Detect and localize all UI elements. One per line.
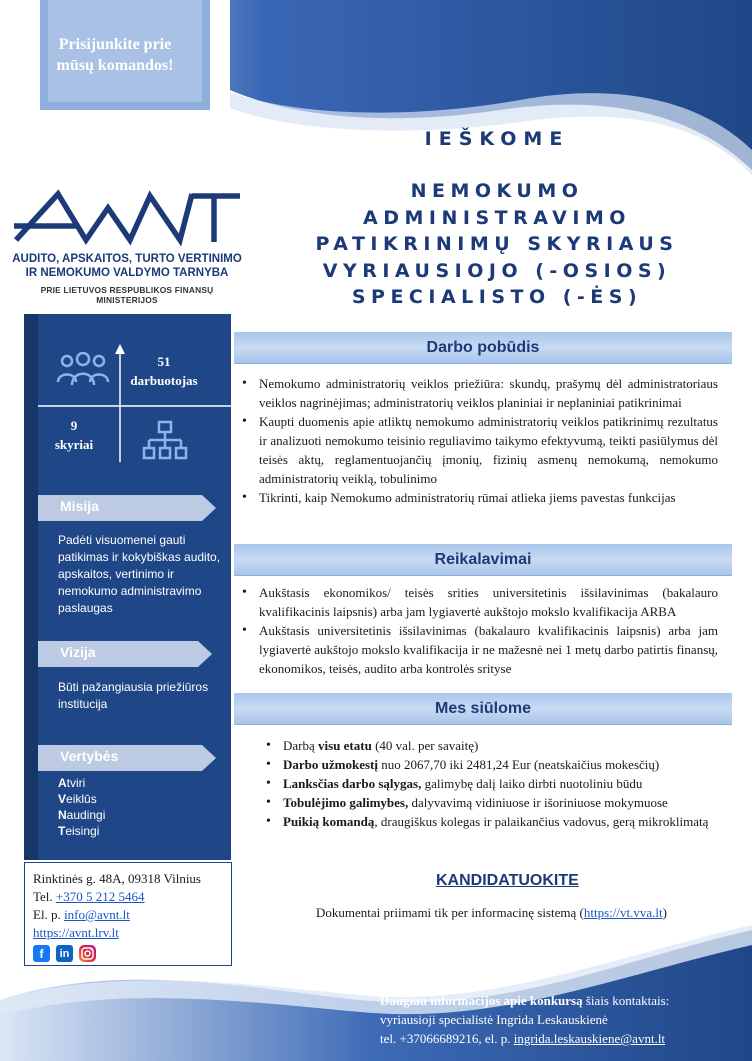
value-rest: eisingi <box>65 824 100 838</box>
employees-label: darbuotojas <box>130 373 198 388</box>
footer-line-3 <box>380 1029 740 1048</box>
footer-line-1 <box>380 991 740 1010</box>
requirements-list <box>238 583 718 678</box>
contact-phone-row <box>33 888 231 906</box>
vision-text: Būti pažangiausia priežiūros institucija <box>58 680 209 711</box>
contact-box <box>24 862 232 966</box>
logo-name-line-2: IR NEMOKUMO VALDYMO TARNYBA <box>25 267 229 279</box>
contact-email-row <box>33 906 231 924</box>
sidebar-edge <box>24 314 38 860</box>
footer-bold: Daugiau informacijos apie konkursą <box>380 993 583 1008</box>
mission-tab <box>38 495 216 521</box>
value-initial: A <box>58 776 67 790</box>
join-line-1: Prisijunkite prie <box>58 36 172 53</box>
values-list <box>58 775 228 839</box>
footer-line-2: vyriausioji specialistė Ingrida Leskauskienė <box>380 1012 608 1027</box>
offer-item <box>262 812 712 831</box>
value-initial: V <box>58 792 67 806</box>
footer-email-link[interactable]: ingrida.leskauskiene@avnt.lt <box>513 1031 666 1046</box>
offer-bold: visu etatu <box>318 738 372 753</box>
footer-text: šiais kontaktais: <box>582 993 670 1008</box>
offer-list <box>262 736 712 831</box>
vision-title: Vizija <box>60 644 96 660</box>
value-initial: N <box>58 808 67 822</box>
value-rest: eiklūs <box>66 792 97 806</box>
join-team-banner <box>40 34 190 76</box>
employees-count: 51 <box>157 354 171 369</box>
vt-system-link[interactable]: https://vt.vva.lt <box>583 905 663 920</box>
offer-pre: Darbą <box>283 738 319 753</box>
job-title-heading <box>262 126 732 311</box>
value-item <box>58 775 228 791</box>
offer-bold: Tobulėjimo galimybes, <box>283 795 409 810</box>
offer-bold: Lanksčias darbo sąlygas, <box>283 776 422 791</box>
value-item <box>58 823 228 839</box>
email-link[interactable]: info@avnt.lt <box>64 907 130 922</box>
offer-item <box>262 774 712 793</box>
documents-note <box>316 905 667 921</box>
vision-tab <box>38 641 212 667</box>
logo-ministry: PRIE LIETUVOS RESPUBLIKOS FINANSŲ MINISTERIJOS <box>40 285 214 305</box>
values-tab <box>38 745 216 771</box>
offer-bold: Puikią komandą <box>283 814 375 829</box>
people-icon <box>56 352 110 388</box>
value-rest: tviri <box>66 776 86 790</box>
duty-item: • Kaupti duomenis apie atliktų nemokumo administratorių veiklos patikrinimų rezultatus ir analizuoti nemokumo teisinio reguliavimo taikymo efektyvumą, teikti pasiūlymus dėl teisės aktų, reglamentuojančių įmonių, fizinių asmenų nemokumą, nemokumo administratorių veiklą, tobulinimo <box>238 412 718 488</box>
duties-header: Darbo pobūdis <box>234 332 732 364</box>
linkedin-icon[interactable]: in <box>56 945 73 962</box>
instagram-icon[interactable] <box>79 945 96 962</box>
units-label: skyriai <box>54 437 94 452</box>
mission-text: Padėti visuomenei gauti patikimas ir kokybiškas audito, apskaitos, vertinimo ir nemokumo administravimo paslaugas <box>58 533 221 615</box>
avnt-logo <box>10 188 244 305</box>
heading-looking-for: IEŠKOME <box>424 128 570 150</box>
heading-line-4: PATIKRINIMŲ SKYRIAUS <box>315 233 679 255</box>
value-rest: audingi <box>66 808 106 822</box>
offer-post: dalyvavimą vidiniuose ir išoriniuose mokymuose <box>408 795 668 810</box>
offer-item <box>262 755 712 774</box>
value-item <box>58 791 228 807</box>
stats-panel <box>38 322 231 484</box>
email-label: El. p. <box>33 907 65 922</box>
phone-link[interactable]: +370 5 212 5464 <box>55 889 145 904</box>
duty-item: • Tikrinti, kaip Nemokumo administratorių rūmai atlieka jiems pavestas funkcijas <box>238 488 718 507</box>
offer-post: galimybę dalį laiko dirbti nuotoliniu būdu <box>421 776 643 791</box>
offer-post: , draugiškus kolegas ir palaikančius vadovus, gerą mikroklimatą <box>374 814 709 829</box>
heading-line-3: ADMINISTRAVIMO <box>363 206 631 229</box>
offer-item <box>262 736 712 755</box>
apply-link[interactable]: KANDIDATUOKITE <box>436 872 579 889</box>
join-line-2: mūsų komandos! <box>56 57 174 74</box>
duty-item: • Nemokumo administratorių veiklos priežiūra: skundų, prašymų dėl administratoriaus veiklos nagrinėjimas; administratorių veiklos planiniai ir neplaniniai patikrinimai <box>238 374 718 412</box>
requirements-header: Reikalavimai <box>234 544 732 576</box>
facebook-icon[interactable]: f <box>33 945 50 962</box>
heading-line-6: SPECIALISTO (-ĖS) <box>351 286 643 308</box>
offer-header: Mes siūlome <box>234 693 732 725</box>
website-link[interactable]: https://avnt.lrv.lt <box>33 925 119 940</box>
contact-address: Rinktinės g. 48A, 09318 Vilnius <box>33 871 201 886</box>
requirement-item: • Aukštasis ekonomikos/ teisės srities universitetinis išsilavinimas (bakalauro kvalifikacinis laipsnis) arba jam lygiavertė aukštojo mokslo kvalifikacija ARBA <box>238 583 718 621</box>
offer-post: nuo 2067,70 iki 2481,24 Eur (neatskaičius mokesčių) <box>377 757 660 772</box>
values-title: Vertybės <box>60 748 119 764</box>
documents-text: Dokumentai priimami tik per informacinę sistemą ( <box>316 905 584 920</box>
requirement-item: • Aukštasis universitetinis išsilavinimas (bakalauro kvalifikacinis laipsnis) arba jam lygiavertė aukštojo mokslo kvalifikacija ir ne mažesnė nei 1 metų darbo patirtis finansų, ekonomikos, teisės, audito arba kontrolės srityse <box>238 621 718 678</box>
mission-title: Misija <box>60 498 99 514</box>
value-item <box>58 807 228 823</box>
logo-name-line-1: AUDITO, APSKAITOS, TURTO VERTINIMO <box>12 253 242 265</box>
duties-list <box>238 374 718 507</box>
avnt-logo-mark <box>10 188 244 246</box>
org-chart-icon <box>142 420 188 462</box>
footer-info <box>380 991 740 1048</box>
offer-item <box>262 793 712 812</box>
heading-line-5: VYRIAUSIOJO (-OSIOS) <box>322 259 672 282</box>
stats-axes <box>38 322 231 484</box>
value-initial: T <box>58 824 66 838</box>
units-count: 9 <box>70 418 78 433</box>
documents-close: ) <box>662 905 667 920</box>
heading-line-2: NEMOKUMO <box>410 180 584 202</box>
offer-bold: Darbo užmokestį <box>283 757 378 772</box>
footer-phone: tel. +37066689216, el. p. <box>380 1031 514 1046</box>
social-links <box>33 945 231 962</box>
phone-label: Tel. <box>33 889 56 904</box>
offer-post: (40 val. per savaitę) <box>371 738 479 753</box>
